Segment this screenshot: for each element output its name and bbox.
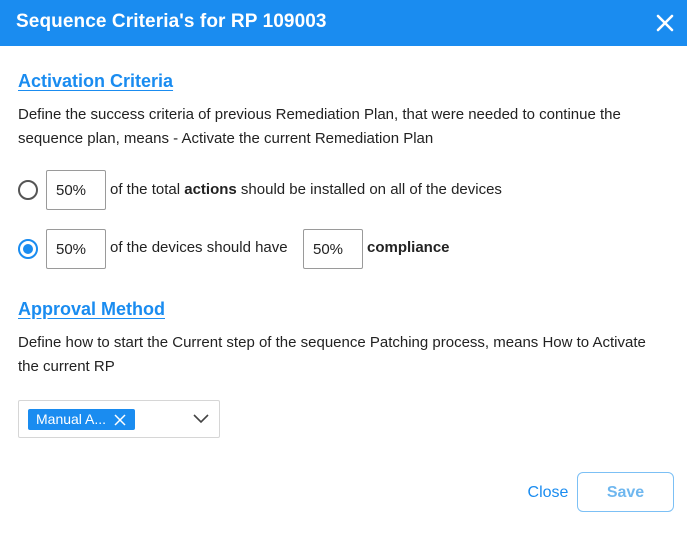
option-text-bold-actions: actions <box>184 181 237 198</box>
dialog-header <box>0 0 687 46</box>
radio-selected-dot <box>23 244 33 254</box>
radio-total-actions[interactable] <box>18 180 38 200</box>
devices-option-text: of the devices should have <box>110 239 288 256</box>
close-button[interactable]: Close <box>520 472 576 512</box>
compliance-label <box>367 239 450 256</box>
total-actions-percent-input[interactable] <box>46 170 106 210</box>
dialog-title: Sequence Criteria's for RP 109003 <box>16 11 327 32</box>
compliance-percent-input[interactable] <box>303 229 363 269</box>
save-button[interactable]: Save <box>577 472 674 512</box>
total-actions-option-text <box>110 181 502 198</box>
compliance-bold-text: compliance <box>367 239 450 256</box>
option-text-before: of the total <box>110 181 181 198</box>
approval-method-description: Define how to start the Current step of the sequence Patching process, means How to Activate the current RP <box>18 334 646 375</box>
activation-criteria-description: Define the success criteria of previous Remediation Plan, that were needed to continue the sequence plan, means - Activate the current Remediation Plan <box>18 106 621 147</box>
activation-criteria-heading: Activation Criteria <box>18 71 174 91</box>
radio-devices-compliance[interactable] <box>18 239 38 259</box>
approval-method-heading: Approval Method <box>18 299 165 319</box>
chip-remove-icon[interactable] <box>113 413 127 427</box>
chevron-down-icon[interactable] <box>192 412 210 426</box>
chip-label: Manual A... <box>36 411 107 427</box>
approval-method-select[interactable] <box>18 400 220 438</box>
option-text-after: should be installed on all of the devices <box>240 181 502 198</box>
devices-percent-input[interactable] <box>46 229 106 269</box>
selected-approval-chip <box>28 409 135 430</box>
close-icon[interactable] <box>654 12 676 34</box>
